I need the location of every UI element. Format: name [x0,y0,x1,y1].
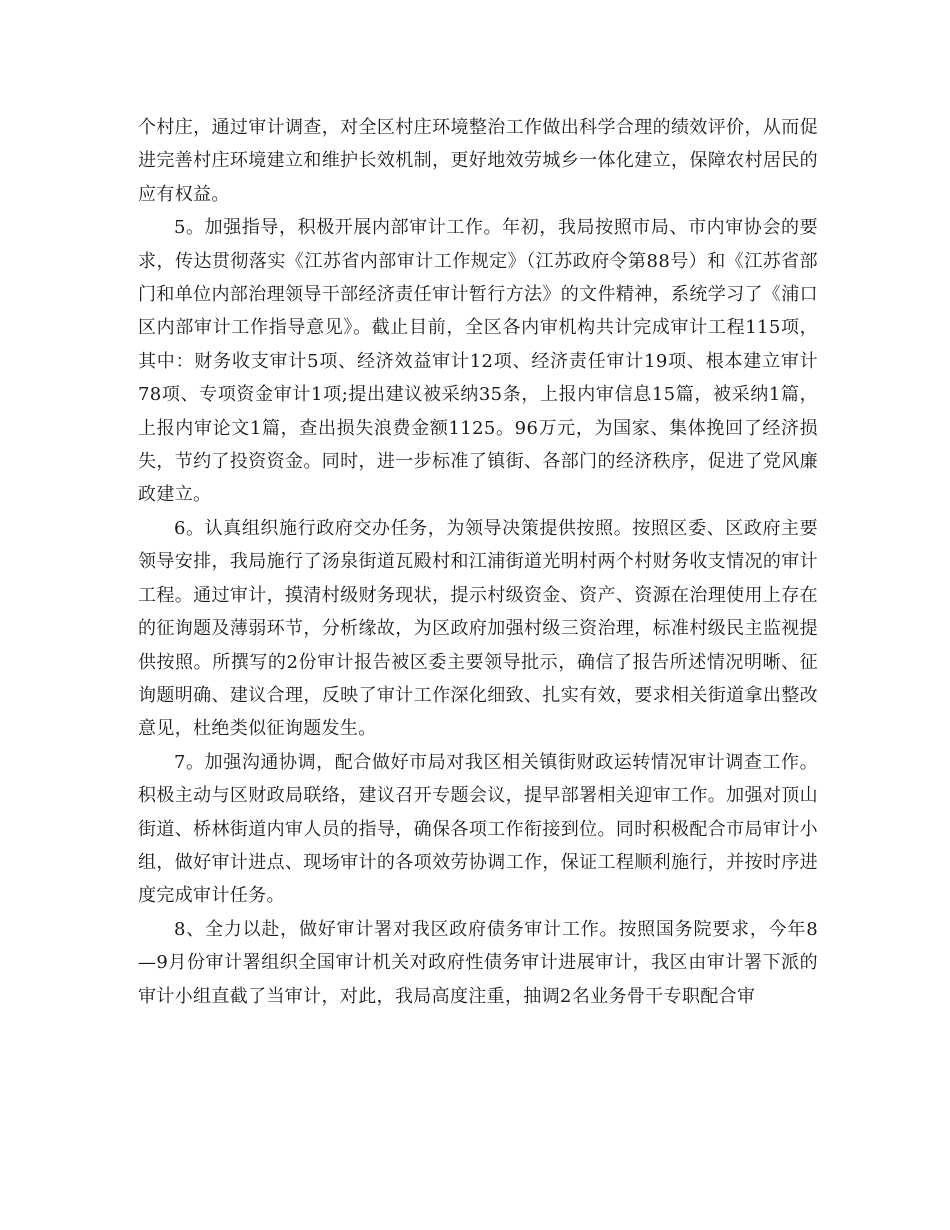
paragraph-item-7: 7。加强沟通协调，配合做好市局对我区相关镇街财政运转情况审计调查工作。积极主动与区财政局联络，建议召开专题会议，提早部署相关迎审工作。加强对顶山街道、桥林街道内审人员的指导，确保各项工作衔接到位。同时积极配合市局审计小组，做好审计进点、现场审计的各项效劳协调工作，保证工程顺利施行，并按时序进度完成审计任务。 [138,751,818,907]
paragraph-item-8: 8、全力以赴，做好审计署对我区政府债务审计工作。按照国务院要求，今年8—9月份审计署组织全国审计机关对政府性债务审计进展审计，我区由审计署下派的审计小组直截了当审计，对此，我局高度注重，抽调2名业务骨干专职配合审 [138,918,818,1007]
paragraph-item-5: 5。加强指导，积极开展内部审计工作。年初，我局按照市局、市内审协会的要求，传达贯彻落实《江苏省内部审计工作规定》（江苏政府令第88号）和《江苏省部门和单位内部治理领导干部经济责任审计暂行方法》的文件精神，系统学习了《浦口区内部审计工作指导意见》。截止目前，全区各内审机构共计完成审计工程115项，其中：财务收支审计5项、经济效益审计12项、经济责任审计19项、根本建立审计78项、专项资金审计1项;提出建议被采纳35条，上报内审信息15篇，被采纳1篇，上报内审论文1篇，查出损失浪费金额1125。96万元，为国家、集体挽回了经济损失，节约了投资资金。同时，进一步标准了镇街、各部门的经济秩序，促进了党风廉政建立。 [138,217,818,506]
paragraph-continuation: 个村庄，通过审计调查，对全区村庄环境整治工作做出科学合理的绩效评价，从而促进完善村庄环境建立和维护长效机制，更好地效劳城乡一体化建立，保障农村居民的应有权益。 [138,117,818,205]
paragraph-item-6: 6。认真组织施行政府交办任务，为领导决策提供按照。按照区委、区政府主要领导安排，我局施行了汤泉街道瓦殿村和江浦街道光明村两个村财务收支情况的审计工程。通过审计，摸清村级财务现状，提示村级资金、资产、资源在治理使用上存在的征询题及薄弱环节，分析缘故，为区政府加强村级三资治理，标准村级民主监视提供按照。所撰写的2份审计报告被区委主要领导批示，确信了报告所述情况明晰、征询题明确、建议合理，反映了审计工作深化细致、扎实有效，要求相关街道拿出整改意见，杜绝类似征询题发生。 [138,517,818,740]
document-body [138,111,818,1013]
